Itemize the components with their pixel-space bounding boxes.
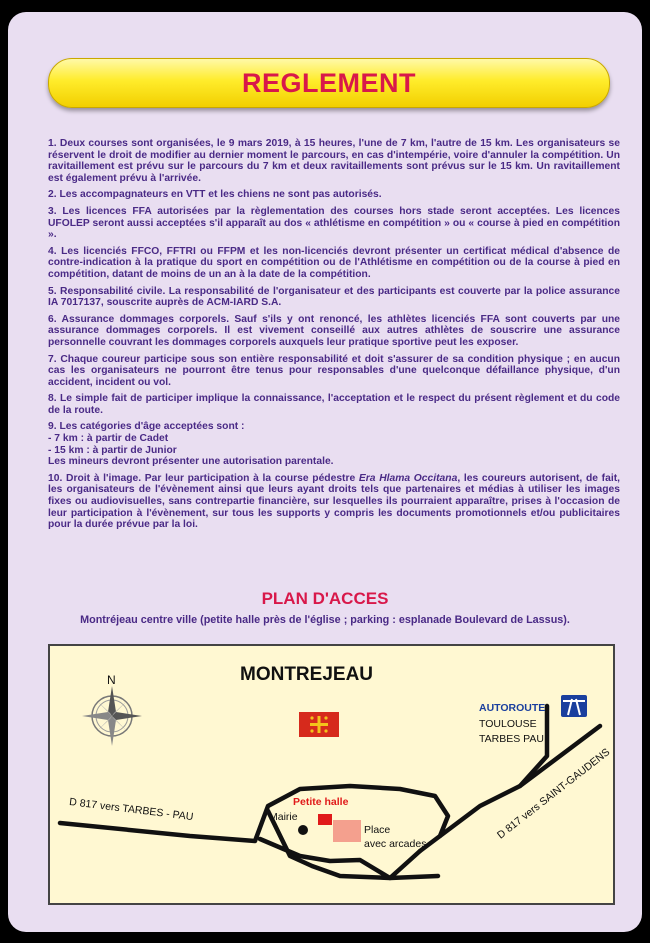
rule-9-intro: 9. Les catégories d'âge acceptées sont : [48, 421, 245, 433]
plan-subtitle: Montréjeau centre ville (petite halle près de l'église ; parking : esplanade Boulevard de Lassus). [80, 614, 570, 626]
rule-7: 7. Chaque coureur participe sous son entière responsabilité et doit s'assurer de sa condition physique ; en aucun cas les organisateurs ne pourront être tenus pour responsables d'une quelconque défaillance physique, d'un accident, incident ou vol. [48, 353, 620, 388]
place-label: Place [364, 824, 391, 836]
rule-9-line-minors: Les mineurs devront présenter une autorisation parentale. [48, 456, 334, 468]
rule-4: 4. Les licenciés FFCO, FFTRI ou FFPM et les non-licenciés devront présenter un certificat médical d'absence de contre-indication à la pratique du sport en compétition ou de l'Athlétisme en compétition ou de la course à pied en compétition, datant de moins de un an à la date de la compétition. [48, 245, 620, 280]
rule-5: 5. Responsabilité civile. La responsabilité de l'organisateur et des participants est couverte par la police assurance IA 7017137, souscrite auprès de ACM-IARD S.A. [48, 285, 620, 309]
petite-halle-marker [318, 814, 332, 825]
map-town-name: MONTREJEAU [240, 664, 374, 685]
compass-rose-icon [82, 686, 142, 746]
rule-10-before: 10. Droit à l'image. Par leur participation à la course pédestre [48, 472, 359, 484]
rules-section [48, 138, 620, 536]
title-banner [48, 58, 610, 108]
mairie-label: Mairie [269, 811, 298, 823]
north-label: N [107, 673, 116, 687]
rule-10-after: , les coureurs autorisent, de fait, les organisateurs de l'évènement ainsi que leurs ayant droits tels que partenaires et médias à utiliser les images fixes ou audiovisuelles, sans contrepartie financière, sur lesquelles ils pourraient apparaître, prises à l'occasion de leur participation à l'évènement, sur tous les supports y compris les documents promotionnels et/ou publicitaires pour la durée prévue par la loi. [48, 472, 620, 531]
rule-10 [48, 473, 620, 531]
page-title: REGLEMENT [241, 67, 416, 98]
place-arcades-label: avec arcades [364, 838, 427, 850]
place-arcades-marker [333, 820, 361, 842]
road-right-label: D 817 vers SAINT-GAUDENS [495, 746, 613, 842]
rule-1: 1. Deux courses sont organisées, le 9 mars 2019, à 15 heures, l'une de 7 km, l'autre de 15 km. Les organisateurs se réservent le droit de modifier au dernier moment le parcours, en cas d'intempérie, voire d'annuler la compétition. Un ravitaillement est prévu sur le parcours du 7 km et deux ravitaillements sont prévus sur le 15 km. Un ravitaillement est également prévu à l'arrivée. [48, 138, 620, 184]
rule-3: 3. Les licences FFA autorisées par la règlementation des courses hors stade seront acceptées. Les licences UFOLEP seront aussi acceptées s'il apparaît au dos « athlétisme en compétition » ou « course à pied en compétition ». [48, 205, 620, 241]
flyer-page [8, 12, 642, 932]
rule-9-line-cadet: - 7 km : à partir de Cadet [48, 433, 169, 445]
rule-9-line-junior: - 15 km : à partir de Junior [48, 444, 177, 456]
rule-2: 2. Les accompagnateurs en VTT et les chiens ne sont pas autorisés. [48, 189, 382, 201]
rule-6: 6. Assurance dommages corporels. Sauf s'ils y ont renoncé, les athlètes licenciés FFA sont couverts par une assurance dommages corporels. Il est vivement conseillé aux autres athlètes de souscrire une assurance personnelle couvrant les dommages corporels auxquels leur pratique sportive peut les exposer. [48, 313, 620, 348]
motorway-sign-icon [561, 695, 587, 717]
dest-toulouse-label: TOULOUSE [479, 718, 537, 730]
access-map [48, 644, 615, 905]
event-name: Era Hlama Occitana [358, 472, 458, 484]
rule-8: 8. Le simple fait de participer implique la connaissance, l'acceptation et le respect du présent règlement et du code de la route. [48, 393, 620, 416]
mairie-marker [298, 825, 308, 835]
road-left-label: D 817 vers TARBES - PAU [68, 796, 194, 824]
plan-title: PLAN D'ACCES [261, 589, 389, 608]
petite-halle-label: Petite halle [293, 796, 349, 808]
dest-tarbes-label: TARBES PAU [479, 733, 544, 745]
autoroute-label: AUTOROUTE [479, 702, 546, 714]
occitan-flag-icon [299, 712, 339, 737]
